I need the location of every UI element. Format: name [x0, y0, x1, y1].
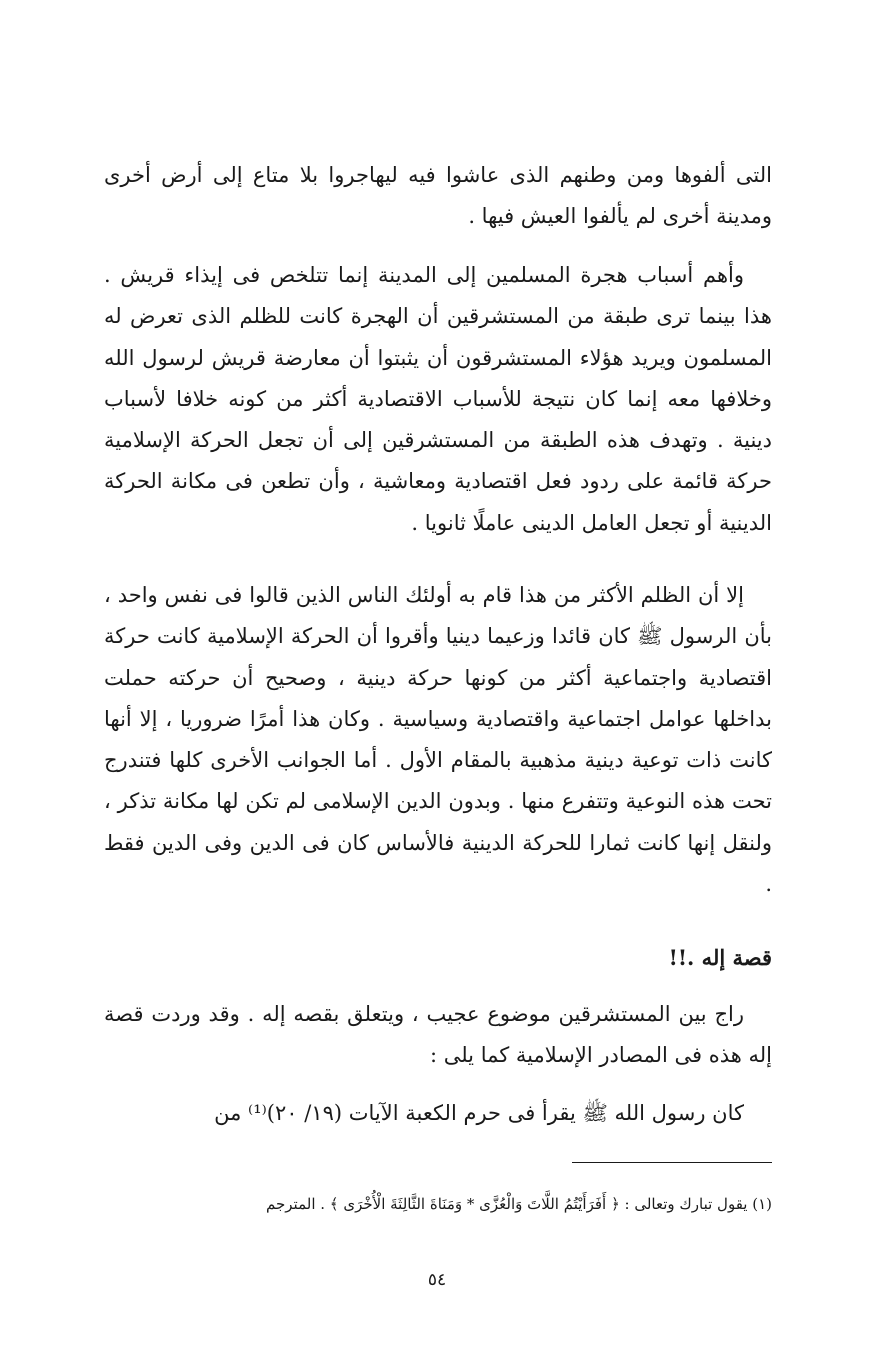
footnote-divider [572, 1162, 772, 1163]
paragraph-continued [104, 155, 772, 238]
paragraph-hijra-reasons [104, 255, 772, 544]
page-number: ٥٤ [427, 1270, 447, 1290]
paragraph-story-start [104, 1093, 772, 1134]
section-heading: قصة إله .!! [668, 945, 772, 970]
paragraph-greater-injustice [104, 575, 772, 905]
paragraph-text: وأهم أسباب هجرة المسلمين إلى المدينة إنما تتلخص فى إيذاء قريش . هذا بينما ترى طبقة من المستشرقين أن الهجرة كانت للظلم الذى تعرض له المسلمون ويريد هؤلاء المستشرقون أن يثبتوا أن معارضة قريش لرسول الله وخلافها معه إنما كان نتيجة للأسباب الاقتصادية أكثر من كونه خلافا لأسباب دينية . وتهدف هذه الطبقة من المستشرقين إلى أن تجعل الحركة الإسلامية حركة قائمة على ردود فعل اقتصادية ومعاشية ، وأن تطعن فى مكانة الحركة الدينية أو تجعل العامل الدينى عاملًا ثانويا . [104, 263, 772, 535]
paragraph-text: إلا أن الظلم الأكثر من هذا قام به أولئك الناس الذين قالوا فى نفس واحد ، بأن الرسول ﷺ كان قائدا وزعيما دينيا وأقروا أن الحركة الإسلامية كانت حركة اقتصادية واجتماعية أكثر من كونها حركة دينية ، وصحيح أن حركته حملت بداخلها عوامل اجتماعية واقتصادية وسياسية . وكان هذا أمرًا ضروريا ، إلا أنها كانت ذات توعية دينية مذهبية بالمقام الأول . أما الجوانب الأخرى كلها فتندرج تحت هذه النوعية وتتفرع منها . وبدون الدين الإسلامى لم تكن لها مكانة تذكر ، ولنقل إنها كانت ثمارا للحركة الدينية فالأساس كان فى الدين وفى الدين فقط . [104, 583, 772, 897]
footnote: (١) يقول تبارك وتعالى : ﴿ أَفَرَأَيْتُمُ اللَّاتَ وَالْعُزَّى * وَمَنَاةَ الثَّالِثَةَ الْأُخْرَى ﴾ . المترجم [266, 1195, 772, 1213]
paragraph-text: كان رسول الله ﷺ يقرأ فى حرم الكعبة الآيات (١٩/ ٢٠)⁽¹⁾ من [214, 1101, 744, 1125]
paragraph-text: التى ألفوها ومن وطنهم الذى عاشوا فيه ليهاجروا بلا متاع إلى أرض أخرى ومدينة أخرى لم يألفوا العيش فيها . [104, 163, 772, 229]
paragraph-story-intro [104, 994, 772, 1077]
paragraph-text: راج بين المستشرقين موضوع عجيب ، ويتعلق بقصه إله . وقد وردت قصة إله هذه فى المصادر الإسلامية كما يلى : [104, 1002, 772, 1068]
